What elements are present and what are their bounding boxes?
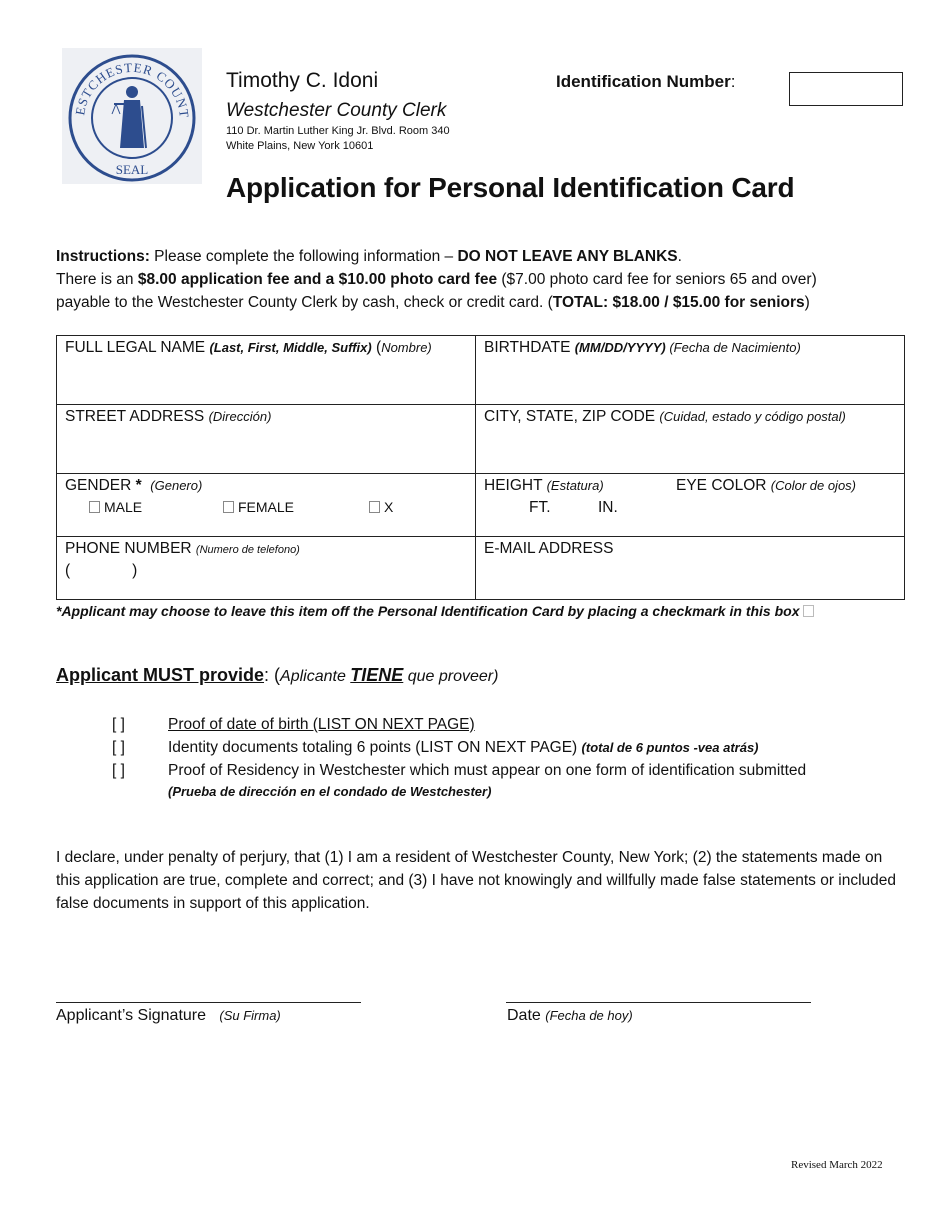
date-line[interactable]	[506, 1002, 811, 1003]
clerk-address-line2: White Plains, New York 10601	[226, 140, 374, 152]
svg-text:WESTCHESTER COUNTY: ESTCHESTER COUNT	[72, 59, 193, 120]
instructions: Instructions: Please complete the following information – DO NOT LEAVE ANY BLANKS. There is an $8.00 application fee and a $10.00 photo card fee ($7.00 photo card fee for seniors 65 and over) payable to the Westchester County Clerk by cash, check or credit card. (TOTAL: $18.00 / $15.00 for seniors)	[56, 248, 817, 311]
revision-note: Revised March 2022	[791, 1159, 883, 1171]
city-state-zip-field[interactable]: CITY, STATE, ZIP CODE (Cuidad, estado y código postal)	[476, 405, 905, 474]
requirement-checkbox[interactable]: [ ]	[112, 739, 125, 756]
form-title: Application for Personal Identification Card	[226, 172, 795, 203]
requirement-checkbox[interactable]: [ ]	[112, 716, 125, 733]
identification-number-label: Identification Number:	[556, 72, 736, 91]
clerk-address-line1: 110 Dr. Martin Luther King Jr. Blvd. Room 340	[226, 125, 450, 137]
date-label: Date (Fecha de hoy)	[507, 1007, 633, 1024]
gender-field: GENDER * (Genero) MALE FEMALE X	[57, 474, 476, 537]
height-eye-color-field[interactable]: HEIGHT (Estatura) EYE COLOR (Color de ojos) FT. IN.	[476, 474, 905, 537]
gender-female-checkbox[interactable]: FEMALE	[223, 499, 294, 515]
requirement-residency-es: (Prueba de dirección en el condado de Westchester)	[168, 784, 492, 799]
street-address-field[interactable]: STREET ADDRESS (Dirección)	[57, 405, 476, 474]
phone-number-field[interactable]: PHONE NUMBER (Numero de telefono) ( )	[57, 537, 476, 600]
must-provide-heading: Applicant MUST provide: (Aplicante TIENE que proveer)	[56, 665, 499, 685]
applicant-info-table	[56, 335, 905, 600]
identification-number-box[interactable]	[789, 72, 903, 106]
signature-label: Applicant’s Signature (Su Firma)	[56, 1007, 281, 1024]
footnote: *Applicant may choose to leave this item off the Personal Identification Card by placing a checkmark in this box	[56, 603, 818, 619]
gender-male-checkbox[interactable]: MALE	[89, 499, 142, 515]
clerk-title: Westchester County Clerk	[226, 100, 447, 121]
clerk-name: Timothy C. Idoni	[226, 69, 379, 92]
omit-gender-checkbox[interactable]	[803, 605, 814, 617]
height-feet-label: FT.	[529, 499, 551, 516]
gender-x-checkbox[interactable]: X	[369, 499, 393, 515]
requirement-checkbox[interactable]: [ ]	[112, 762, 125, 779]
svg-text:SEAL: SEAL	[115, 162, 149, 177]
full-legal-name-field[interactable]: FULL LEGAL NAME (Last, First, Middle, Suffix) (Nombre)	[57, 336, 476, 405]
birthdate-field[interactable]: BIRTHDATE (MM/DD/YYYY) (Fecha de Nacimiento)	[476, 336, 905, 405]
county-seal-logo	[62, 48, 202, 184]
perjury-declaration: I declare, under penalty of perjury, that (1) I am a resident of Westchester County, New York; (2) the statements made on this application are true, complete and correct; and (3) I have not knowingly and willfully made false statements or included false documents in support of this application.	[56, 849, 897, 912]
height-inches-label: IN.	[598, 499, 618, 516]
signature-line[interactable]	[56, 1002, 361, 1003]
email-address-field[interactable]: E-MAIL ADDRESS	[476, 537, 905, 600]
